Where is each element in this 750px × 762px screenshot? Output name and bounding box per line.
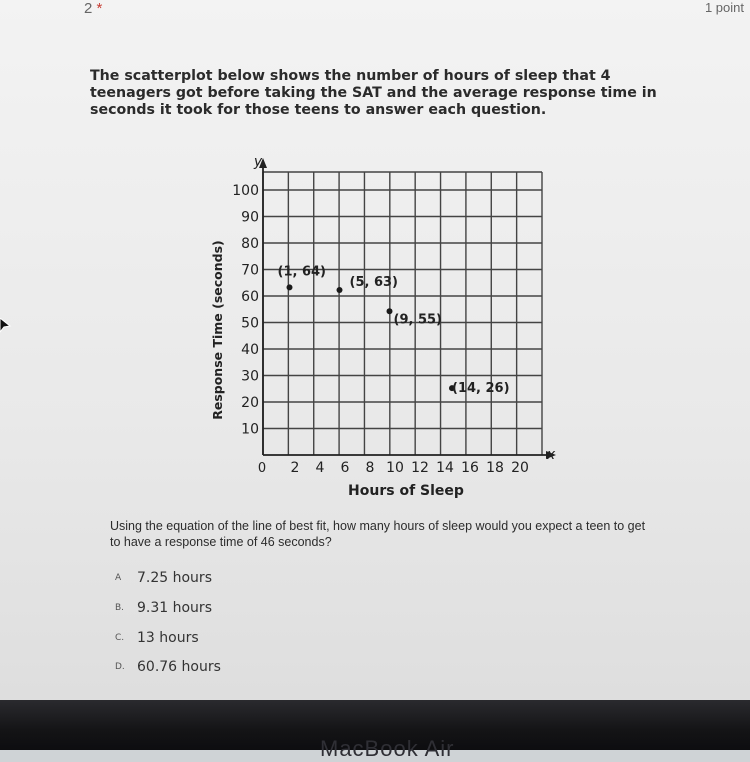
axes — [259, 158, 556, 459]
data-point-label: (14, 26) — [452, 381, 510, 397]
mouse-cursor-icon — [0, 318, 12, 334]
data-point — [387, 308, 393, 314]
question-number: 2 * — [84, 0, 103, 17]
y-tick-label: 100 — [232, 183, 259, 199]
origin-label: 0 — [257, 461, 267, 476]
option-letter: A — [115, 573, 122, 583]
option-letter: B. — [115, 603, 125, 613]
y-tick-label: 20 — [241, 395, 259, 411]
option-c[interactable] — [115, 630, 199, 646]
y-tick-label: 40 — [241, 342, 259, 358]
y-tick-label: 60 — [241, 289, 259, 305]
data-point-label: (1, 64) — [277, 264, 326, 280]
question-prompt: The scatterplot below shows the number of hours of sleep that 4 teenagers got before taking the SAT and the average response time in seconds it took for those teens to answer each question. — [90, 68, 657, 118]
option-letter: C. — [115, 633, 125, 643]
laptop-bezel — [0, 700, 750, 761]
x-tick-label: 18 — [486, 460, 504, 476]
y-tick-label: 30 — [241, 368, 259, 385]
x-tick-label: 10 — [386, 460, 404, 476]
y-axis-label: Response Time (seconds) — [210, 240, 225, 420]
tick-labels — [232, 183, 529, 476]
x-tick-label: 6 — [340, 460, 350, 476]
option-b[interactable] — [115, 600, 212, 616]
data-point — [337, 287, 343, 293]
option-d[interactable] — [115, 659, 221, 675]
x-axis-label: Hours of Sleep — [348, 483, 464, 499]
bezel-brand-text: MacBook Air — [320, 736, 455, 761]
option-text: 13 hours — [137, 630, 199, 646]
x-tick-label: 8 — [365, 460, 375, 476]
x-tick-label: 12 — [411, 460, 429, 476]
option-a[interactable] — [115, 570, 212, 586]
x-tick-label: 16 — [461, 460, 479, 476]
y-tick-label: 10 — [241, 421, 259, 438]
option-text: 7.25 hours — [137, 570, 212, 586]
x-axis-letter: x — [546, 447, 556, 463]
sub-question: Using the equation of the line of best fit, how many hours of sleep would you expect a teen to get to have a response time of 46 seconds? — [110, 519, 646, 549]
x-tick-label: 20 — [511, 460, 529, 476]
data-point-label: (5, 63) — [349, 275, 398, 291]
x-tick-label: 4 — [315, 460, 325, 476]
option-letter: D. — [115, 662, 125, 672]
data-point-label: (9, 55) — [393, 312, 442, 328]
option-text: 60.76 hours — [137, 659, 221, 675]
required-asterisk: * — [96, 0, 103, 17]
y-tick-label: 90 — [241, 209, 259, 226]
y-tick-label: 50 — [241, 315, 259, 332]
y-tick-label: 70 — [241, 262, 259, 279]
points-value: 1 point — [704, 0, 744, 15]
y-axis-letter: y — [253, 154, 263, 170]
data-point — [287, 284, 293, 290]
x-tick-label: 2 — [290, 460, 300, 476]
y-tick-label: 80 — [241, 236, 259, 252]
option-text: 9.31 hours — [137, 600, 212, 616]
x-tick-label: 14 — [436, 460, 454, 476]
data-points — [278, 264, 510, 396]
